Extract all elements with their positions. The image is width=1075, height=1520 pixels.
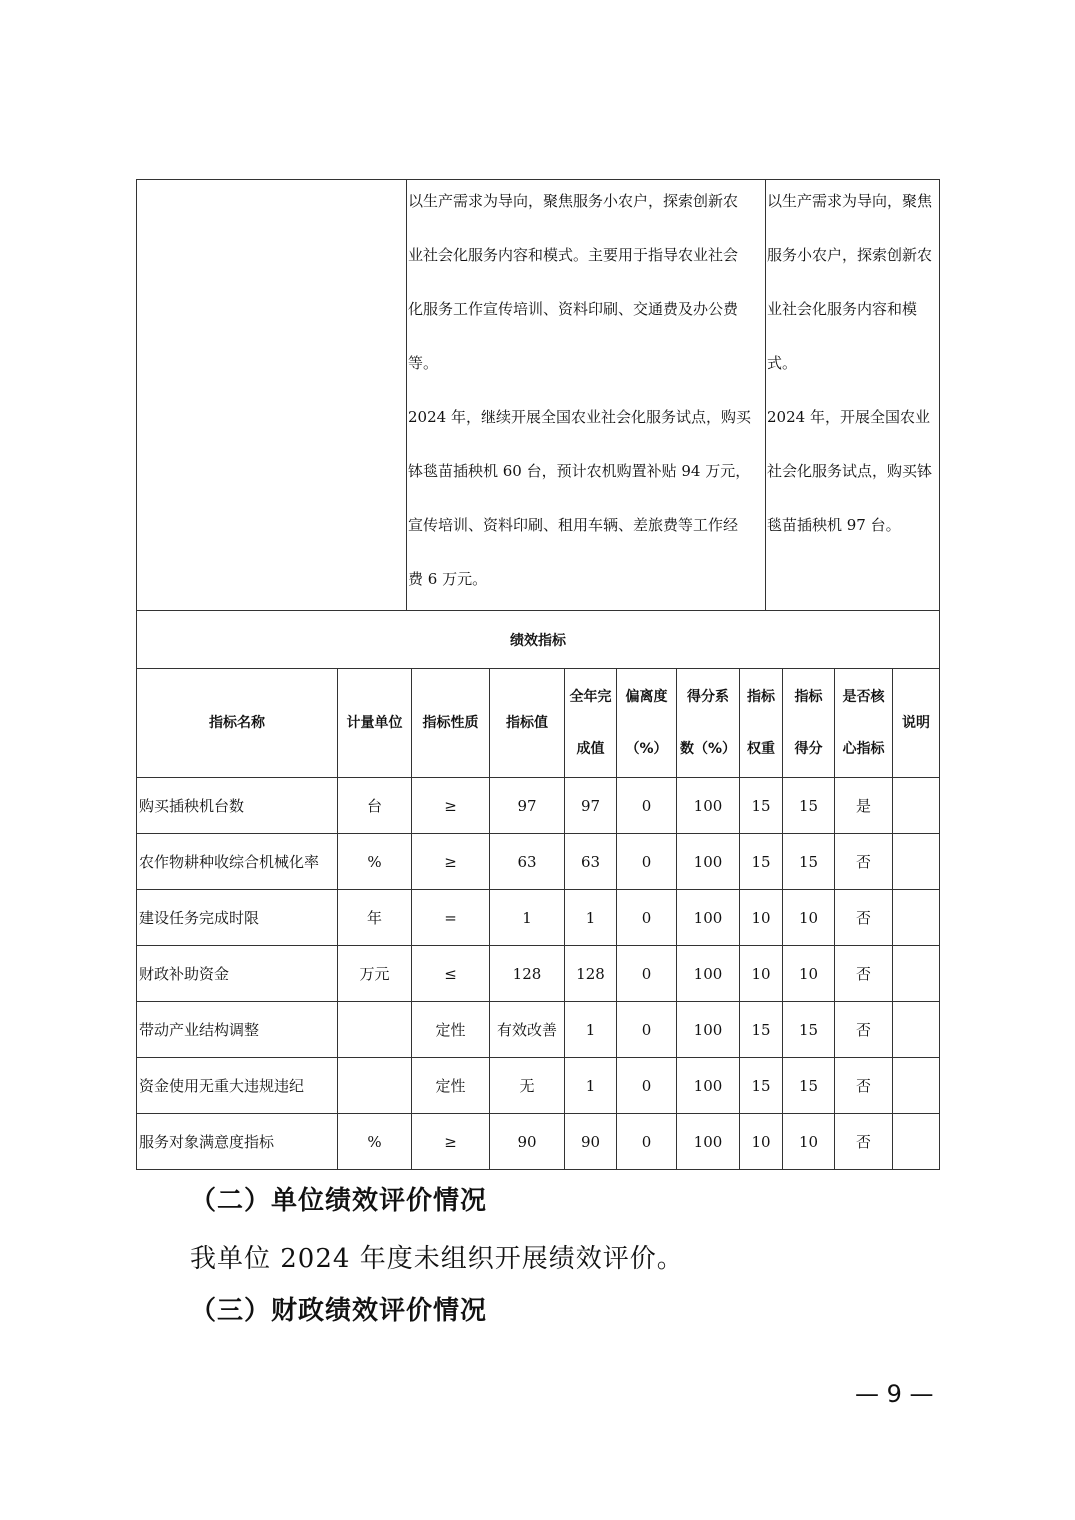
cell-dev: 0 <box>617 1114 677 1170</box>
cell-nature: ≥ <box>412 778 490 834</box>
cell-unit: % <box>338 1114 412 1170</box>
cell-dev: 0 <box>617 946 677 1002</box>
cell-weight: 10 <box>740 890 783 946</box>
table-row <box>137 778 940 834</box>
cell-actual: 90 <box>565 1114 617 1170</box>
cell-score: 15 <box>783 778 835 834</box>
cell-name: 购买插秧机台数 <box>137 778 338 834</box>
cell-weight: 15 <box>740 834 783 890</box>
cell-note <box>893 1058 940 1114</box>
cell-unit: % <box>338 834 412 890</box>
cell-coef: 100 <box>677 946 740 1002</box>
empty-label-cell <box>137 180 407 611</box>
cell-nature: = <box>412 890 490 946</box>
cell-actual: 63 <box>565 834 617 890</box>
cell-value: 63 <box>490 834 565 890</box>
cell-dev: 0 <box>617 1058 677 1114</box>
section-heading-fiscal-evaluation: （三）财政绩效评价情况 <box>190 1296 488 1326</box>
cell-actual: 97 <box>565 778 617 834</box>
cell-unit <box>338 1002 412 1058</box>
cell-coef: 100 <box>677 1058 740 1114</box>
actual-content-cell <box>766 180 940 611</box>
header-core: 是否核 心指标 <box>835 669 893 778</box>
cell-weight: 15 <box>740 778 783 834</box>
cell-coef: 100 <box>677 1002 740 1058</box>
cell-nature: ≥ <box>412 834 490 890</box>
cell-note <box>893 834 940 890</box>
plan-content-cell <box>407 180 766 611</box>
cell-name: 农作物耕种收综合机械化率 <box>137 834 338 890</box>
cell-core: 否 <box>835 1058 893 1114</box>
header-coefficient: 得分系 数（%） <box>677 669 740 778</box>
cell-score: 10 <box>783 890 835 946</box>
cell-core: 否 <box>835 1114 893 1170</box>
cell-core: 否 <box>835 890 893 946</box>
cell-coef: 100 <box>677 834 740 890</box>
cell-weight: 10 <box>740 1114 783 1170</box>
cell-core: 否 <box>835 946 893 1002</box>
cell-coef: 100 <box>677 778 740 834</box>
cell-nature: ≥ <box>412 1114 490 1170</box>
cell-nature: 定性 <box>412 1002 490 1058</box>
table-row <box>137 1002 940 1058</box>
cell-weight: 15 <box>740 1002 783 1058</box>
cell-name: 资金使用无重大违规违纪 <box>137 1058 338 1114</box>
cell-value: 128 <box>490 946 565 1002</box>
cell-score: 15 <box>783 834 835 890</box>
header-nature: 指标性质 <box>412 669 490 778</box>
cell-nature: 定性 <box>412 1058 490 1114</box>
cell-actual: 1 <box>565 1058 617 1114</box>
cell-value: 无 <box>490 1058 565 1114</box>
cell-name: 带动产业结构调整 <box>137 1002 338 1058</box>
cell-value: 1 <box>490 890 565 946</box>
cell-note <box>893 890 940 946</box>
header-name: 指标名称 <box>137 669 338 778</box>
performance-indicators-table <box>136 610 940 1170</box>
cell-coef: 100 <box>677 890 740 946</box>
header-value: 指标值 <box>490 669 565 778</box>
cell-core: 否 <box>835 834 893 890</box>
table-row <box>137 834 940 890</box>
cell-name: 建设任务完成时限 <box>137 890 338 946</box>
cell-weight: 15 <box>740 1058 783 1114</box>
table-row <box>137 1114 940 1170</box>
actual-paragraph: 2024 年，开展全国农业 社会化服务试点，购买钵 毯苗插秧机 97 台。 <box>767 408 933 534</box>
plan-paragraph: 以生产需求为导向，聚焦服务小农户，探索创新农 业社会化服务内容和模式。主要用于指导农业社会 化服务工作宣传培训、资料印刷、交通费及办公费 等。 <box>408 192 739 372</box>
cell-core: 否 <box>835 1002 893 1058</box>
cell-dev: 0 <box>617 834 677 890</box>
cell-dev: 0 <box>617 778 677 834</box>
cell-score: 15 <box>783 1002 835 1058</box>
header-actual: 全年完 成值 <box>565 669 617 778</box>
cell-unit <box>338 1058 412 1114</box>
cell-note <box>893 1114 940 1170</box>
header-note: 说明 <box>893 669 940 778</box>
cell-actual: 1 <box>565 890 617 946</box>
cell-value: 97 <box>490 778 565 834</box>
table-row <box>137 890 940 946</box>
cell-actual: 1 <box>565 1002 617 1058</box>
cell-nature: ≤ <box>412 946 490 1002</box>
cell-actual: 128 <box>565 946 617 1002</box>
table-row <box>137 946 940 1002</box>
cell-note <box>893 946 940 1002</box>
cell-note <box>893 1002 940 1058</box>
cell-name: 财政补助资金 <box>137 946 338 1002</box>
cell-value: 有效改善 <box>490 1002 565 1058</box>
cell-coef: 100 <box>677 1114 740 1170</box>
cell-unit: 台 <box>338 778 412 834</box>
header-weight: 指标 权重 <box>740 669 783 778</box>
header-deviation: 偏离度 （%） <box>617 669 677 778</box>
cell-dev: 0 <box>617 890 677 946</box>
table-row <box>137 1058 940 1114</box>
cell-unit: 年 <box>338 890 412 946</box>
cell-score: 15 <box>783 1058 835 1114</box>
header-score: 指标 得分 <box>783 669 835 778</box>
performance-title: 绩效指标 <box>137 611 940 669</box>
actual-paragraph: 以生产需求为导向，聚焦 服务小农户，探索创新农 业社会化服务内容和模 式。 <box>767 192 933 372</box>
cell-name: 服务对象满意度指标 <box>137 1114 338 1170</box>
header-unit: 计量单位 <box>338 669 412 778</box>
cell-value: 90 <box>490 1114 565 1170</box>
plan-paragraph: 2024 年，继续开展全国农业社会化服务试点，购买 钵毯苗插秧机 60 台，预计农机购置补贴 94 万元， 宣传培训、资料印刷、租用车辆、差旅费等工作经 费 6 万元。 <box>408 408 751 588</box>
cell-core: 是 <box>835 778 893 834</box>
cell-dev: 0 <box>617 1002 677 1058</box>
cell-score: 10 <box>783 946 835 1002</box>
unit-evaluation-text: 我单位 2024 年度未组织开展绩效评价。 <box>190 1244 684 1274</box>
cell-unit: 万元 <box>338 946 412 1002</box>
cell-weight: 10 <box>740 946 783 1002</box>
page-number: — 9 — <box>855 1380 934 1408</box>
cell-score: 10 <box>783 1114 835 1170</box>
project-description-table <box>136 179 940 611</box>
header-row <box>137 669 940 778</box>
cell-note <box>893 778 940 834</box>
section-heading-unit-evaluation: （二）单位绩效评价情况 <box>190 1186 488 1216</box>
